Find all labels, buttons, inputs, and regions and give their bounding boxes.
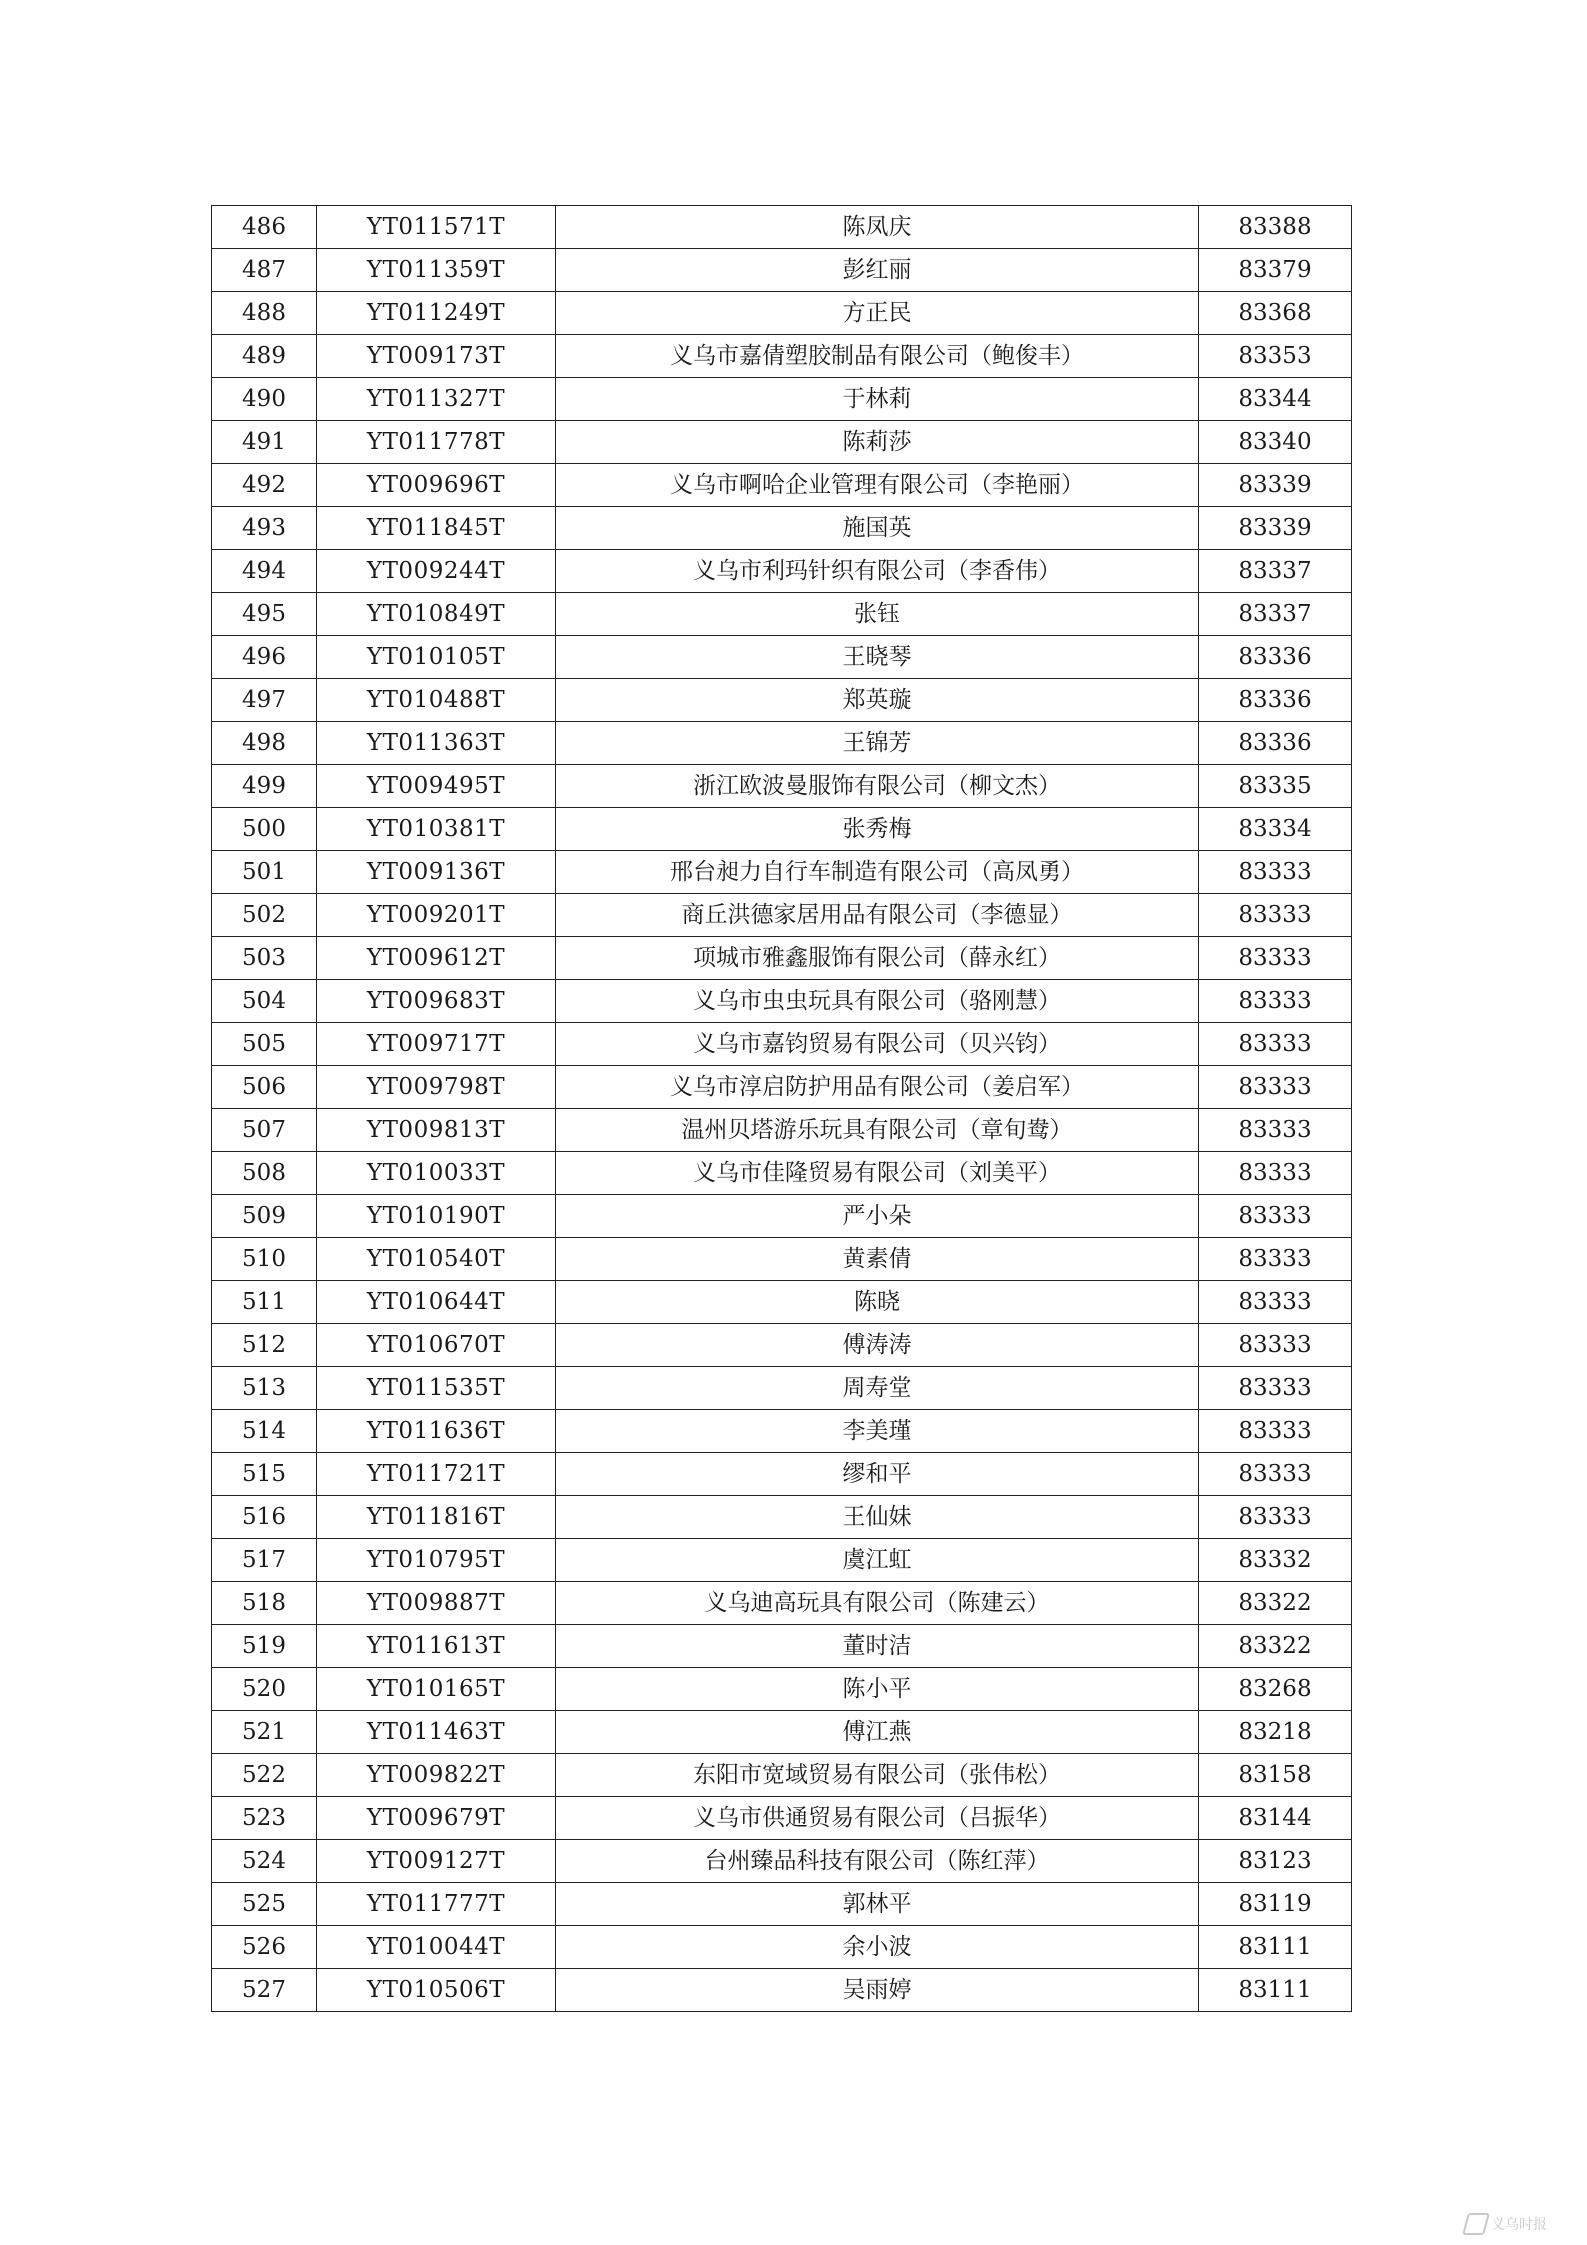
table-row (212, 292, 1352, 335)
applicant-name: 义乌迪高玩具有限公司（陈建云） (556, 1582, 1199, 1625)
score-value: 83111 (1199, 1926, 1352, 1969)
application-code: YT011613T (317, 1625, 556, 1668)
applicant-name: 黄素倩 (556, 1238, 1199, 1281)
row-number: 502 (212, 894, 317, 937)
application-code: YT011327T (317, 378, 556, 421)
score-value: 83158 (1199, 1754, 1352, 1797)
table-row (212, 1797, 1352, 1840)
table-row (212, 1754, 1352, 1797)
row-number: 514 (212, 1410, 317, 1453)
table-row (212, 1152, 1352, 1195)
table-row (212, 1711, 1352, 1754)
row-number: 495 (212, 593, 317, 636)
applicant-name: 郭林平 (556, 1883, 1199, 1926)
application-code: YT011535T (317, 1367, 556, 1410)
score-value: 83333 (1199, 1410, 1352, 1453)
row-number: 513 (212, 1367, 317, 1410)
table-row (212, 980, 1352, 1023)
applicant-name: 温州贝塔游乐玩具有限公司（章旬鸯） (556, 1109, 1199, 1152)
applicant-name: 义乌市嘉钧贸易有限公司（贝兴钧） (556, 1023, 1199, 1066)
row-number: 488 (212, 292, 317, 335)
score-value: 83218 (1199, 1711, 1352, 1754)
row-number: 527 (212, 1969, 317, 2012)
score-value: 83333 (1199, 851, 1352, 894)
application-code: YT011571T (317, 206, 556, 249)
applicant-name: 缪和平 (556, 1453, 1199, 1496)
table-row (212, 1109, 1352, 1152)
table-row (212, 1969, 1352, 2012)
applicant-name: 义乌市供通贸易有限公司（吕振华） (556, 1797, 1199, 1840)
applicant-name: 浙江欧波曼服饰有限公司（柳文杰） (556, 765, 1199, 808)
applicant-name: 傅涛涛 (556, 1324, 1199, 1367)
row-number: 497 (212, 679, 317, 722)
score-value: 83322 (1199, 1582, 1352, 1625)
applicant-name: 严小朵 (556, 1195, 1199, 1238)
table-row (212, 1582, 1352, 1625)
applicant-name: 义乌市嘉倩塑胶制品有限公司（鲍俊丰） (556, 335, 1199, 378)
applicant-name: 傅江燕 (556, 1711, 1199, 1754)
score-value: 83333 (1199, 1066, 1352, 1109)
row-number: 503 (212, 937, 317, 980)
applicant-name: 陈莉莎 (556, 421, 1199, 464)
application-code: YT011778T (317, 421, 556, 464)
score-value: 83379 (1199, 249, 1352, 292)
score-value: 83388 (1199, 206, 1352, 249)
application-code: YT009683T (317, 980, 556, 1023)
application-code: YT009136T (317, 851, 556, 894)
application-code: YT011636T (317, 1410, 556, 1453)
score-value: 83332 (1199, 1539, 1352, 1582)
table-row (212, 851, 1352, 894)
applicant-name: 义乌市虫虫玩具有限公司（骆刚慧） (556, 980, 1199, 1023)
application-code: YT009696T (317, 464, 556, 507)
row-number: 509 (212, 1195, 317, 1238)
application-code: YT011359T (317, 249, 556, 292)
table-row (212, 1883, 1352, 1926)
table-row (212, 1539, 1352, 1582)
row-number: 496 (212, 636, 317, 679)
applicant-name: 于林莉 (556, 378, 1199, 421)
application-code: YT010644T (317, 1281, 556, 1324)
score-value: 83339 (1199, 507, 1352, 550)
table-row (212, 507, 1352, 550)
watermark (1465, 2213, 1547, 2235)
application-code: YT010540T (317, 1238, 556, 1281)
table-row (212, 894, 1352, 937)
score-value: 83337 (1199, 593, 1352, 636)
application-code: YT010033T (317, 1152, 556, 1195)
score-value: 83335 (1199, 765, 1352, 808)
row-number: 520 (212, 1668, 317, 1711)
applicant-name: 台州臻品科技有限公司（陈红萍） (556, 1840, 1199, 1883)
application-code: YT010105T (317, 636, 556, 679)
applicant-name: 陈凤庆 (556, 206, 1199, 249)
row-number: 516 (212, 1496, 317, 1539)
score-value: 83333 (1199, 1281, 1352, 1324)
score-value: 83333 (1199, 1453, 1352, 1496)
table-row (212, 1238, 1352, 1281)
applicant-name: 商丘洪德家居用品有限公司（李德显） (556, 894, 1199, 937)
row-number: 519 (212, 1625, 317, 1668)
score-value: 83333 (1199, 1152, 1352, 1195)
application-code: YT010044T (317, 1926, 556, 1969)
table-row (212, 593, 1352, 636)
applicant-name: 虞江虹 (556, 1539, 1199, 1582)
applicant-name: 义乌市啊哈企业管理有限公司（李艳丽） (556, 464, 1199, 507)
application-code: YT011249T (317, 292, 556, 335)
score-value: 83353 (1199, 335, 1352, 378)
application-code: YT009798T (317, 1066, 556, 1109)
application-code: YT009887T (317, 1582, 556, 1625)
application-code: YT009612T (317, 937, 556, 980)
application-code: YT009813T (317, 1109, 556, 1152)
application-code: YT010488T (317, 679, 556, 722)
applicant-name: 邢台昶力自行车制造有限公司（高凤勇） (556, 851, 1199, 894)
application-code: YT010506T (317, 1969, 556, 2012)
row-number: 526 (212, 1926, 317, 1969)
row-number: 523 (212, 1797, 317, 1840)
table-row (212, 421, 1352, 464)
applicant-name: 吴雨婷 (556, 1969, 1199, 2012)
score-value: 83333 (1199, 1109, 1352, 1152)
applicant-name: 义乌市利玛针织有限公司（李香伟） (556, 550, 1199, 593)
applicant-name: 余小波 (556, 1926, 1199, 1969)
score-value: 83334 (1199, 808, 1352, 851)
table-row (212, 206, 1352, 249)
applicant-name: 东阳市宽域贸易有限公司（张伟松） (556, 1754, 1199, 1797)
table-row (212, 1926, 1352, 1969)
application-code: YT011463T (317, 1711, 556, 1754)
application-code: YT009201T (317, 894, 556, 937)
table-row (212, 765, 1352, 808)
row-number: 494 (212, 550, 317, 593)
score-value: 83333 (1199, 1496, 1352, 1539)
score-value: 83344 (1199, 378, 1352, 421)
application-code: YT009822T (317, 1754, 556, 1797)
applicant-name: 陈小平 (556, 1668, 1199, 1711)
table-row (212, 378, 1352, 421)
row-number: 510 (212, 1238, 317, 1281)
table-row (212, 722, 1352, 765)
table-row (212, 464, 1352, 507)
table-row (212, 1195, 1352, 1238)
table-row (212, 1066, 1352, 1109)
row-number: 487 (212, 249, 317, 292)
score-value: 83119 (1199, 1883, 1352, 1926)
applicant-name: 项城市雅鑫服饰有限公司（薛永红） (556, 937, 1199, 980)
row-number: 505 (212, 1023, 317, 1066)
applicant-name: 彭红丽 (556, 249, 1199, 292)
score-value: 83111 (1199, 1969, 1352, 2012)
row-number: 491 (212, 421, 317, 464)
row-number: 511 (212, 1281, 317, 1324)
score-value: 83333 (1199, 937, 1352, 980)
score-value: 83333 (1199, 1367, 1352, 1410)
ranking-table (211, 205, 1352, 2012)
score-value: 83333 (1199, 894, 1352, 937)
application-code: YT011845T (317, 507, 556, 550)
table-row (212, 679, 1352, 722)
table-row (212, 1496, 1352, 1539)
row-number: 522 (212, 1754, 317, 1797)
application-code: YT009717T (317, 1023, 556, 1066)
applicant-name: 董时洁 (556, 1625, 1199, 1668)
score-value: 83337 (1199, 550, 1352, 593)
row-number: 489 (212, 335, 317, 378)
table-row (212, 1668, 1352, 1711)
row-number: 506 (212, 1066, 317, 1109)
row-number: 518 (212, 1582, 317, 1625)
table-row (212, 1840, 1352, 1883)
row-number: 492 (212, 464, 317, 507)
score-value: 83333 (1199, 1023, 1352, 1066)
table-row (212, 1023, 1352, 1066)
application-code: YT011777T (317, 1883, 556, 1926)
row-number: 490 (212, 378, 317, 421)
table-row (212, 335, 1352, 378)
score-value: 83144 (1199, 1797, 1352, 1840)
application-code: YT009495T (317, 765, 556, 808)
row-number: 504 (212, 980, 317, 1023)
row-number: 501 (212, 851, 317, 894)
row-number: 508 (212, 1152, 317, 1195)
application-code: YT009244T (317, 550, 556, 593)
applicant-name: 郑英璇 (556, 679, 1199, 722)
application-code: YT011721T (317, 1453, 556, 1496)
table-body (212, 206, 1352, 2012)
applicant-name: 王晓琴 (556, 636, 1199, 679)
applicant-name: 王锦芳 (556, 722, 1199, 765)
score-value: 83368 (1199, 292, 1352, 335)
application-code: YT009173T (317, 335, 556, 378)
row-number: 498 (212, 722, 317, 765)
application-code: YT010670T (317, 1324, 556, 1367)
applicant-name: 周寿堂 (556, 1367, 1199, 1410)
application-code: YT011816T (317, 1496, 556, 1539)
applicant-name: 义乌市佳隆贸易有限公司（刘美平） (556, 1152, 1199, 1195)
applicant-name: 王仙妹 (556, 1496, 1199, 1539)
applicant-name: 张钰 (556, 593, 1199, 636)
row-number: 486 (212, 206, 317, 249)
table-row (212, 937, 1352, 980)
score-value: 83333 (1199, 1324, 1352, 1367)
table-row (212, 1453, 1352, 1496)
score-value: 83333 (1199, 980, 1352, 1023)
application-code: YT010190T (317, 1195, 556, 1238)
application-code: YT010849T (317, 593, 556, 636)
row-number: 493 (212, 507, 317, 550)
table-row (212, 636, 1352, 679)
score-value: 83340 (1199, 421, 1352, 464)
row-number: 500 (212, 808, 317, 851)
table-row (212, 1324, 1352, 1367)
table-row (212, 1367, 1352, 1410)
score-value: 83322 (1199, 1625, 1352, 1668)
applicant-name: 张秀梅 (556, 808, 1199, 851)
application-code: YT009679T (317, 1797, 556, 1840)
logo-icon (1462, 2213, 1490, 2235)
score-value: 83268 (1199, 1668, 1352, 1711)
row-number: 517 (212, 1539, 317, 1582)
row-number: 524 (212, 1840, 317, 1883)
table-row (212, 249, 1352, 292)
application-code: YT010381T (317, 808, 556, 851)
applicant-name: 施国英 (556, 507, 1199, 550)
row-number: 507 (212, 1109, 317, 1152)
score-value: 83123 (1199, 1840, 1352, 1883)
table-row (212, 808, 1352, 851)
row-number: 525 (212, 1883, 317, 1926)
table-row (212, 550, 1352, 593)
row-number: 499 (212, 765, 317, 808)
score-value: 83333 (1199, 1195, 1352, 1238)
applicant-name: 方正民 (556, 292, 1199, 335)
table-row (212, 1410, 1352, 1453)
score-value: 83336 (1199, 636, 1352, 679)
score-value: 83339 (1199, 464, 1352, 507)
score-value: 83336 (1199, 679, 1352, 722)
table-row (212, 1281, 1352, 1324)
row-number: 521 (212, 1711, 317, 1754)
applicant-name: 义乌市淳启防护用品有限公司（姜启军） (556, 1066, 1199, 1109)
applicant-name: 李美瑾 (556, 1410, 1199, 1453)
row-number: 515 (212, 1453, 317, 1496)
application-code: YT011363T (317, 722, 556, 765)
application-code: YT010165T (317, 1668, 556, 1711)
application-code: YT009127T (317, 1840, 556, 1883)
score-value: 83333 (1199, 1238, 1352, 1281)
application-code: YT010795T (317, 1539, 556, 1582)
applicant-name: 陈晓 (556, 1281, 1199, 1324)
row-number: 512 (212, 1324, 317, 1367)
score-value: 83336 (1199, 722, 1352, 765)
watermark-text: 义乌时报 (1491, 2217, 1547, 2233)
table-row (212, 1625, 1352, 1668)
